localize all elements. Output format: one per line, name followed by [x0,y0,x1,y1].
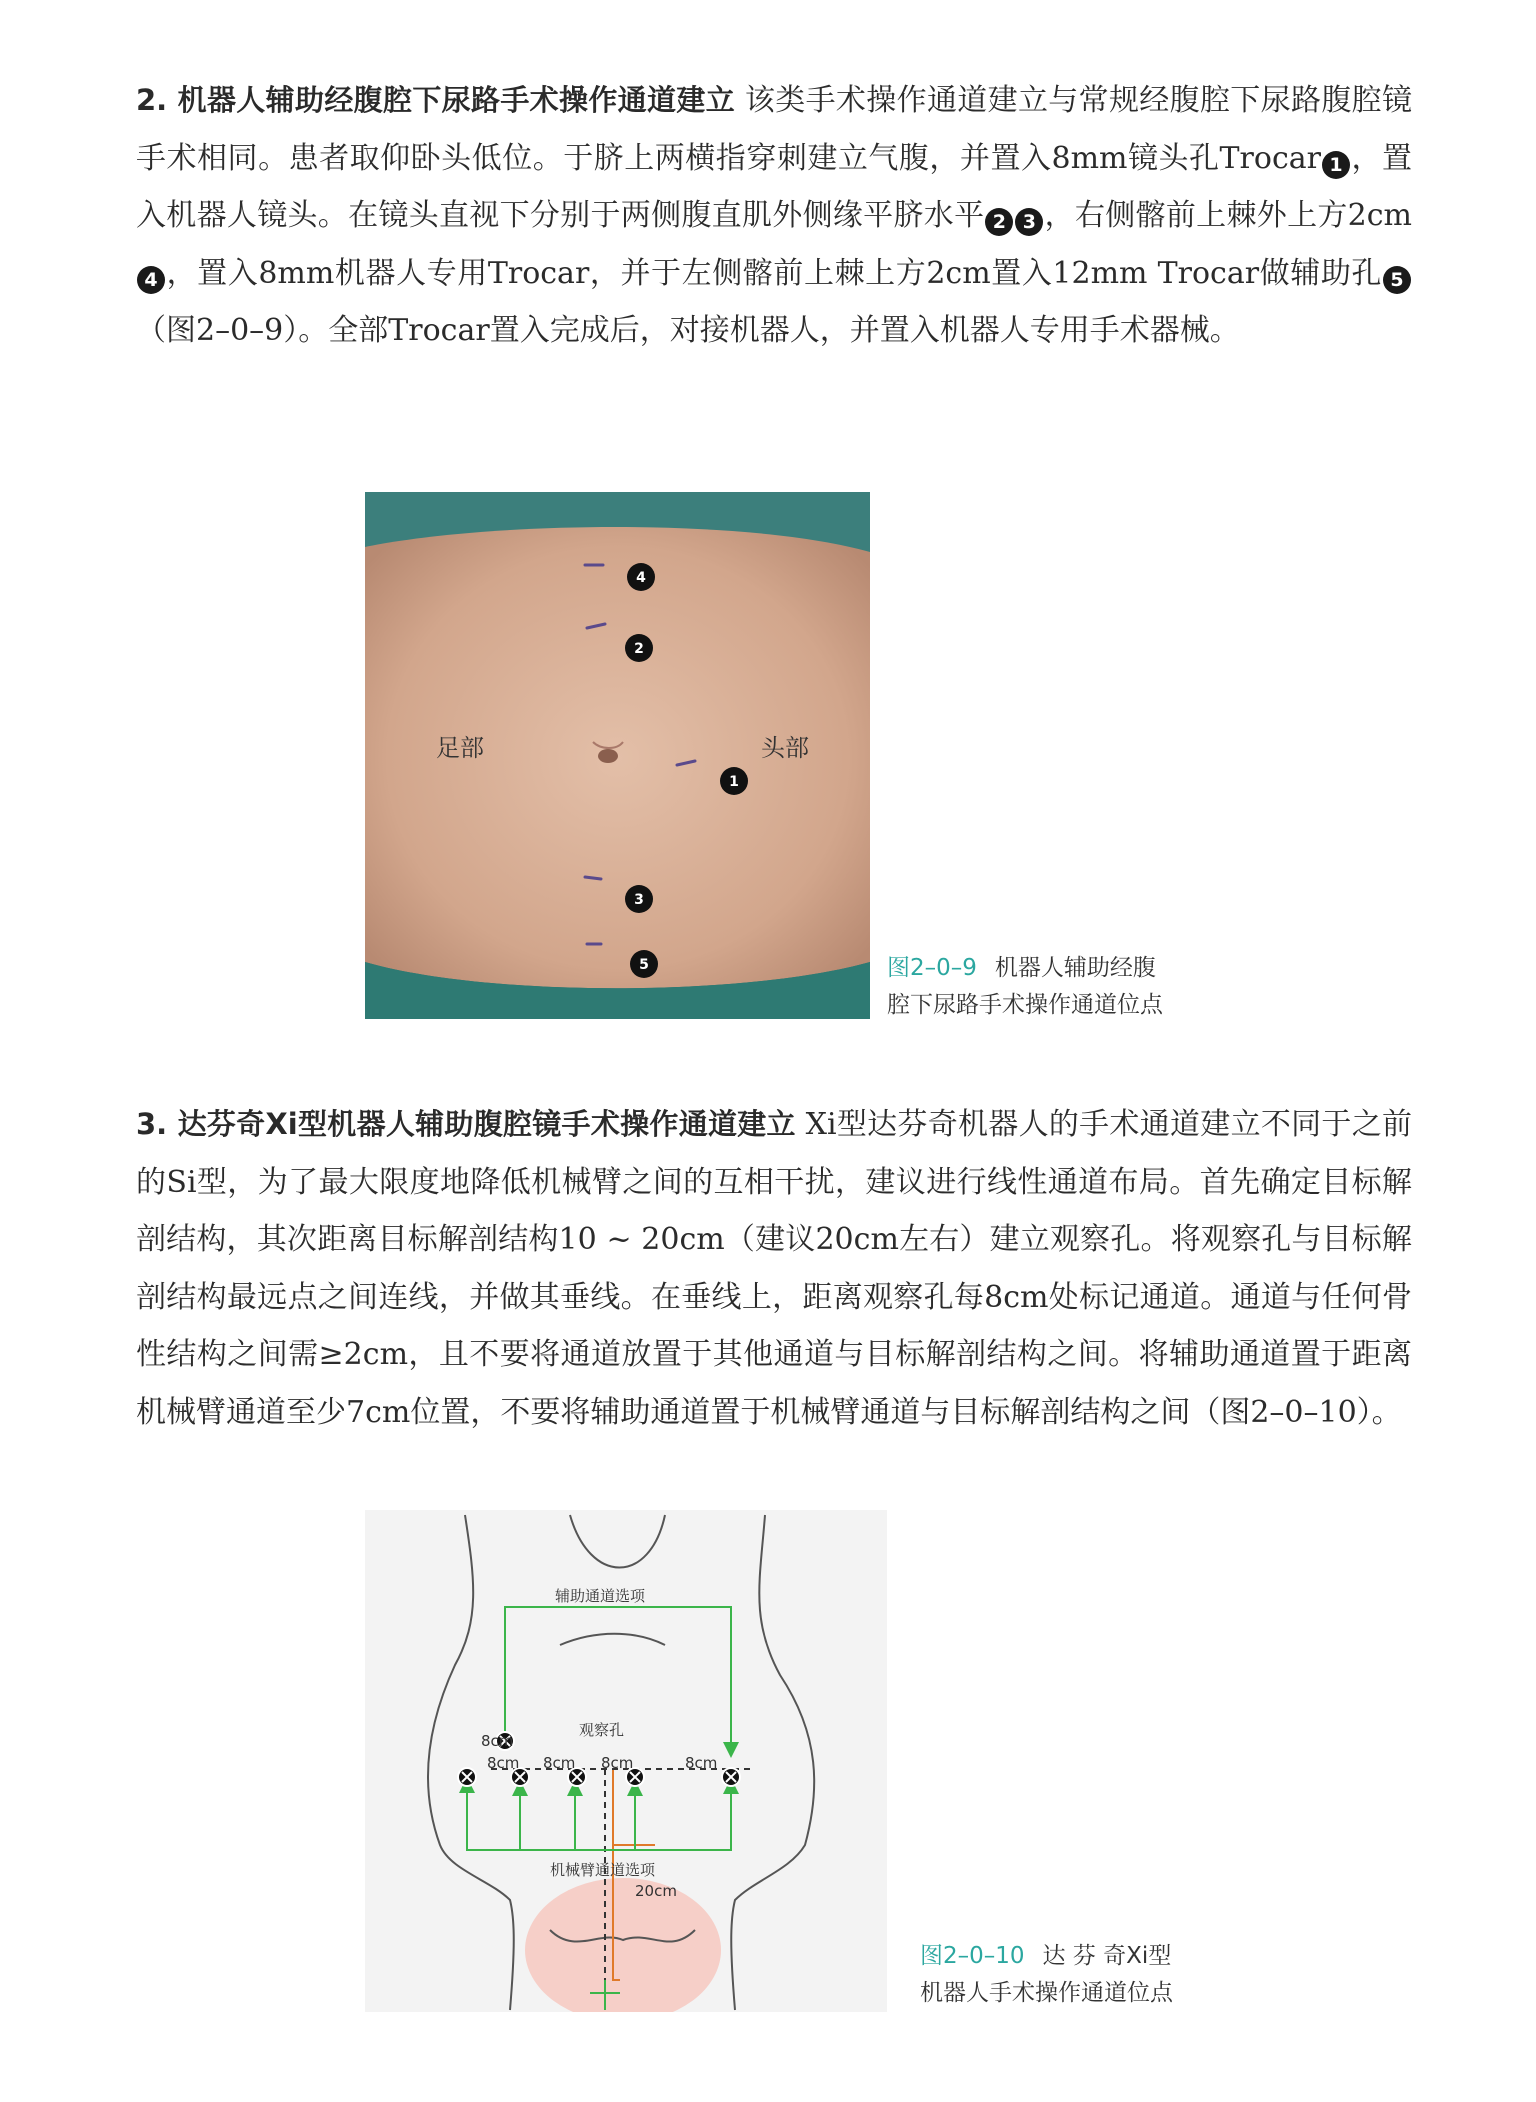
photo-port-3: 3 [634,892,644,908]
port-marker-5: 5 [1383,266,1411,294]
port-marker-4: 4 [137,266,165,294]
section-2-paragraph: 2. 机器人辅助经腹腔下尿路手术操作通道建立 该类手术操作通道建立与常规经腹腔下尿路腹腔镜手术相同。患者取仰卧头低位。于脐上两横指穿刺建立气腹，并置入8mm镜头孔Trocar 1 ，置入机器人镜头。在镜头直视下分别于两侧腹直肌外侧缘平脐水平 2 3 ，右侧髂前上棘外上方2cm4 ，置入8mm机器人专用Trocar，并于左侧髂前上棘上方2cm置入12mm Trocar做辅助孔 5（图2–0–9）。全部Trocar置入完成后，对接机器人，并置入机器人专用手术器械。 [136,83,1413,348]
dist-8cm-e: 8cm [685,1754,718,1772]
port-marker-3: 3 [1015,208,1043,236]
label-head: 头部 [761,734,809,762]
figure-2-0-9-caption: 图2–0–9 机器人辅助经腹 腔下尿路手术操作通道位点 [887,955,1163,1018]
caption-number: 图2–0–9 [887,955,977,981]
assist-port-label: 辅助通道选项 [555,1587,646,1605]
label-foot: 足部 [436,734,484,762]
photo-port-5: 5 [639,957,649,973]
dist-8cm-a: 8cm [481,1732,514,1750]
dist-8cm-b: 8cm [487,1754,520,1772]
arm-port-label: 机械臂通道选项 [550,1861,656,1879]
section-3-heading: 3. 达芬奇Xi型机器人辅助腹腔镜手术操作通道建立 [136,1107,796,1141]
photo-port-4: 4 [636,570,646,586]
section-2-heading: 2. 机器人辅助经腹腔下尿路手术操作通道建立 [136,83,736,117]
port-marker-2: 2 [985,208,1013,236]
caption-number: 图2–0–10 [920,1943,1025,1969]
abdomen-photo [365,492,870,1019]
dist-20cm: 20cm [635,1882,677,1900]
xi-port-diagram [365,1510,887,2012]
photo-port-2: 2 [634,641,644,657]
observation-port-label: 观察孔 [579,1721,625,1739]
dist-8cm-d: 8cm [601,1754,634,1772]
port-marker-1: 1 [1322,151,1350,179]
section-3-paragraph: 3. 达芬奇Xi型机器人辅助腹腔镜手术操作通道建立 Xi型达芬奇机器人的手术通道建立不同于之前的Si型，为了最大限度地降低机械臂之间的互相干扰，建议进行线性通道布局。首先确定目标解剖结构，其次距离目标解剖结构10 ~ 20cm（建议20cm左右）建立观察孔。将观察孔与目标解剖结构最远点之间连线，并做其垂线。在垂线上，距离观察孔每8cm处标记通道。通道与任何骨性结构之间需≥2cm，且不要将通道放置于其他通道与目标解剖结构之间。将辅助通道置于距离机械臂通道至少7cm位置，不要将辅助通道置于机械臂通道与目标解剖结构之间（图2–0–10）。 [136,1107,1412,1430]
dist-8cm-c: 8cm [543,1754,576,1772]
figure-2-0-10-caption: 图2–0–10 达 芬 奇Xi型 机器人手术操作通道位点 [920,1943,1173,2006]
photo-port-1: 1 [729,774,739,790]
